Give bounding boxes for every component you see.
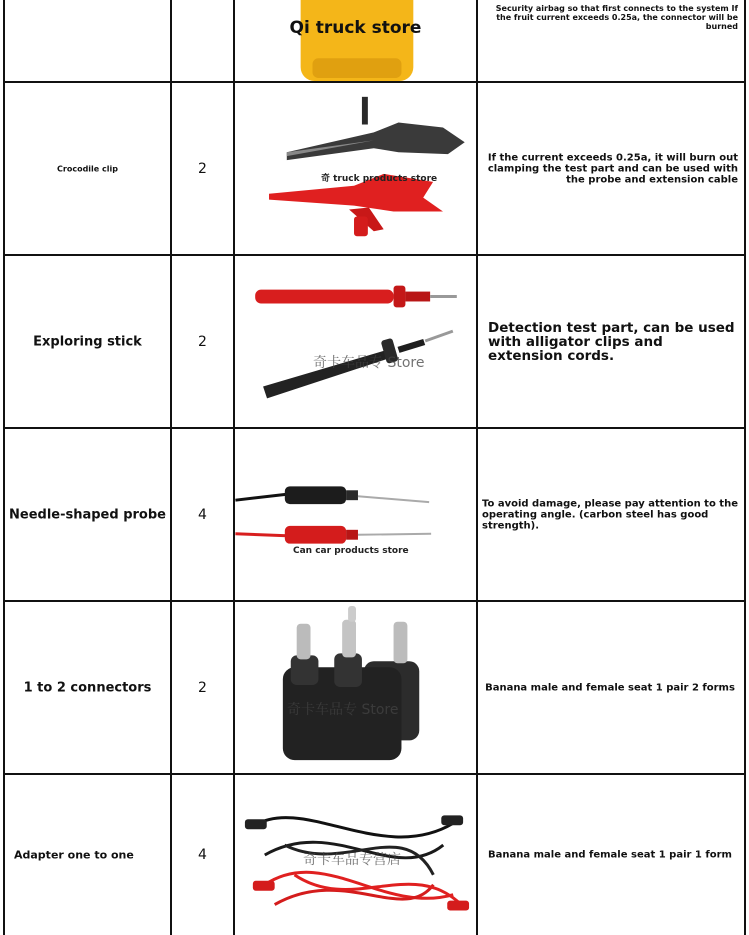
table-row [3, 429, 746, 602]
item-name: Adapter one to one [14, 848, 134, 862]
image-watermark: 奇卡车品专 Store [313, 355, 425, 371]
connector-photo [235, 0, 476, 81]
image-cell [233, 83, 476, 256]
image-watermark: Qi truck store [289, 18, 422, 38]
name-cell [3, 256, 170, 429]
item-quantity: 4 [198, 506, 207, 523]
item-name: Crocodile clip [57, 164, 118, 173]
needle-probe-photo [235, 429, 476, 600]
description-cell [476, 775, 746, 935]
item-name: 1 to 2 connectors [23, 680, 152, 695]
connector-adapter-photo [235, 602, 476, 773]
quantity-cell [170, 602, 233, 775]
description-text: Banana male and female seat 1 pair 1 form [488, 849, 732, 861]
item-name: Needle-shaped probe [9, 507, 166, 522]
name-cell [3, 429, 170, 602]
item-quantity: 4 [198, 847, 207, 863]
description-cell [476, 256, 746, 429]
name-cell [3, 0, 170, 83]
item-quantity: 2 [198, 333, 207, 350]
table-row [3, 775, 746, 935]
name-cell [3, 602, 170, 775]
description-cell [476, 0, 746, 83]
image-cell [233, 602, 476, 775]
image-cell [233, 775, 476, 935]
description-cell [476, 429, 746, 602]
image-watermark: 奇卡车品专 Store [287, 702, 399, 718]
table-row [3, 83, 746, 256]
table-row [3, 0, 746, 83]
crocodile-clip-photo [235, 83, 476, 254]
image-watermark: 奇卡车品专营店 [303, 852, 401, 868]
description-text: Detection test part, can be used with alligator clips and extension cords. [488, 319, 735, 364]
description-cell [476, 83, 746, 256]
quantity-cell [170, 775, 233, 935]
quantity-cell [170, 0, 233, 83]
item-quantity: 2 [198, 160, 207, 177]
image-watermark: Can car products store [293, 546, 409, 556]
quantity-cell [170, 256, 233, 429]
probe-stick-photo [235, 256, 476, 427]
description-text: If the current exceeds 0.25a, it will burn out clamping the test part and can be used with the probe and extension cable [487, 152, 738, 185]
name-cell [3, 83, 170, 256]
description-text: Security airbag so that first connects to the system If the fruit current exceeds 0.25a, the connector will be burned [495, 4, 738, 31]
image-cell [233, 0, 476, 83]
item-quantity: 2 [198, 679, 207, 696]
table-row [3, 602, 746, 775]
description-cell [476, 602, 746, 775]
description-text: To avoid damage, please pay attention to the operating angle. (carbon steel has good strength). [482, 498, 738, 531]
image-cell [233, 429, 476, 602]
image-cell [233, 256, 476, 429]
quantity-cell [170, 83, 233, 256]
image-watermark: 奇 truck products store [321, 174, 438, 184]
quantity-cell [170, 429, 233, 602]
description-text: Banana male and female seat 1 pair 2 forms [485, 682, 735, 693]
table-row [3, 256, 746, 429]
name-cell [3, 775, 170, 935]
item-name: Exploring stick [33, 334, 142, 349]
